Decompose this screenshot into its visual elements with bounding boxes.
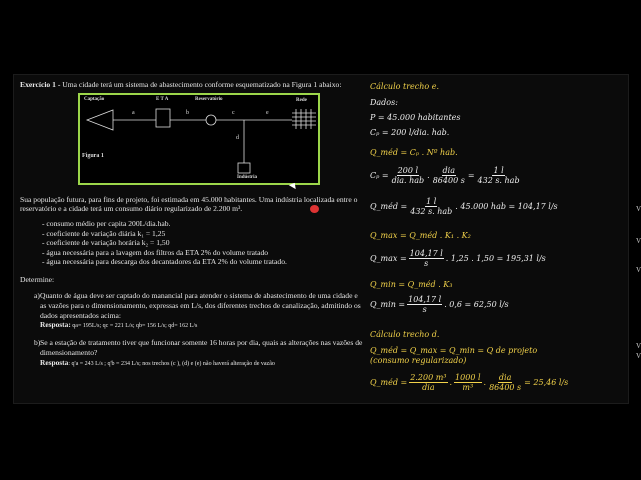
- qmed-formula: Q_méd = Cₚ . Nº hab.: [370, 148, 458, 157]
- qmin-calculation: Q_min = $\frac{104,17 l}{s}$ . 0,6 = 62,50 l/s: [370, 295, 509, 315]
- label-reservatorio: Reservatório: [195, 96, 223, 102]
- exercise-panel: [20, 80, 365, 368]
- question-answer: Resposta: qa= 195L/s; qc = 221 L/s; qb= 156 L/s; qd= 162 L/s: [40, 320, 198, 330]
- qd-calculation: Q_méd = $\frac{\text{2.200 m³}}{\text{dia}}$ . $\frac{1000 l}{\text{m³}}$ . $\frac{\text{dia}}{86400 s}$ = 25,46 l/s: [370, 373, 569, 393]
- edge-mark: V: [636, 205, 641, 213]
- population-paragraph: Sua população futura, para fins de projeto, foi estimada em 45.000 habitantes. Uma indústria localizada entre o reservatório e a cidade terá um consumo diário regularizado de 2.200 m³.: [20, 194, 358, 214]
- exercise-title: Exercício 1 -: [20, 80, 61, 89]
- question-b: [20, 338, 365, 368]
- label-captacao: Captação: [84, 96, 105, 102]
- edge-mark: V: [636, 352, 641, 360]
- qmax-formula: Q_max = Q_méd . K₁ . K₂: [370, 231, 471, 240]
- question-number: b): [34, 338, 41, 348]
- segment-d: d: [236, 134, 239, 141]
- exercise-header: [20, 80, 365, 90]
- edge-mark: V: [636, 237, 641, 245]
- dados-label: Dados:: [370, 98, 398, 107]
- reservoir-circle: [206, 115, 216, 125]
- edge-mark: V: [636, 342, 641, 350]
- calc-d-heading: Cálculo trecho d.: [370, 330, 440, 339]
- data-list: [42, 219, 365, 266]
- segment-c: c: [232, 109, 235, 116]
- qd-formula: Q_méd = Q_max = Q_min = Q de projeto: [370, 346, 538, 355]
- data-item: - consumo médio per capita 200L/dia.hab.: [42, 219, 171, 229]
- label-industria: Indústria: [237, 174, 258, 180]
- industry-box: [238, 163, 250, 173]
- qmin-formula: Q_min = Q_méd . K₃: [370, 280, 453, 289]
- label-rede: Rede: [296, 97, 307, 103]
- qmed-calculation: Q_méd = $\frac{1 l}{\text{432 s. hab}}$ . 45.000 hab = 104,17 l/s: [370, 197, 558, 217]
- exercise-intro: Uma cidade terá um sistema de abastecimento conforme esquematizado na Figura 1 abaixo:: [62, 80, 342, 89]
- question-text: Se a estação de tratamento tiver que funcionar somente 16 horas por dia, quais as alterações nas vazões de dimensionamento?: [40, 338, 363, 357]
- question-number: a): [34, 291, 40, 301]
- per-capita-value: Cₚ = 200 l/dia. hab.: [370, 128, 450, 137]
- eta-box: [156, 109, 170, 127]
- population-value: P = 45.000 habitantes: [370, 113, 461, 122]
- segment-b: b: [186, 109, 189, 116]
- qmax-calculation: Q_max = $\frac{104,17 l}{s}$ . 1,25 . 1,50 = 195,31 l/s: [370, 249, 546, 269]
- segment-a: a: [132, 109, 135, 116]
- data-item: - água necessária para a lavagem dos filtros da ETA 2% do volume tratado: [42, 247, 269, 257]
- data-item: - coeficiente de variação diária k₁ = 1,25: [42, 228, 166, 238]
- data-item: - coeficiente de variação horária k₂ = 1,50: [42, 238, 170, 248]
- edge-mark: V: [636, 266, 641, 274]
- calc-e-heading: Cálculo trecho e.: [370, 82, 440, 91]
- diagram-drawing: [80, 95, 318, 183]
- determine-label: Determine:: [20, 274, 55, 284]
- cp-conversion: Cₚ = $\frac{200 l}{\text{dia. hab}}$ . $\frac{\text{dia}}{86400 s}$ = $\frac{1 l}{\text{432 s. hab}}$: [370, 166, 520, 186]
- intake-shape: [87, 110, 113, 130]
- system-diagram: [78, 93, 320, 185]
- label-eta: E T A: [156, 96, 169, 102]
- segment-e: e: [266, 109, 269, 116]
- figure-label: Figura 1: [82, 152, 104, 159]
- question-a: [20, 291, 365, 331]
- laser-pointer-dot: [310, 205, 319, 213]
- qd-note: (consumo regularizado): [370, 356, 467, 365]
- data-item: - água necessária para descarga dos decantadores da ETA 2% do volume tratado.: [42, 257, 287, 267]
- question-text: Quanto de água deve ser captado do manancial para atender o sistema de abastecimento de uma cidade e as vazões para o dimensionamento, expressas em L/s, dos diferentes trechos de canalização, admitindo os dados apresentados acima:: [40, 291, 361, 320]
- question-answer: Resposta: q'a = 243 L/s ; q'b = 234 L/s; nos trechos (c ), (d) e (e) não haverá alteração de vazão: [40, 357, 275, 367]
